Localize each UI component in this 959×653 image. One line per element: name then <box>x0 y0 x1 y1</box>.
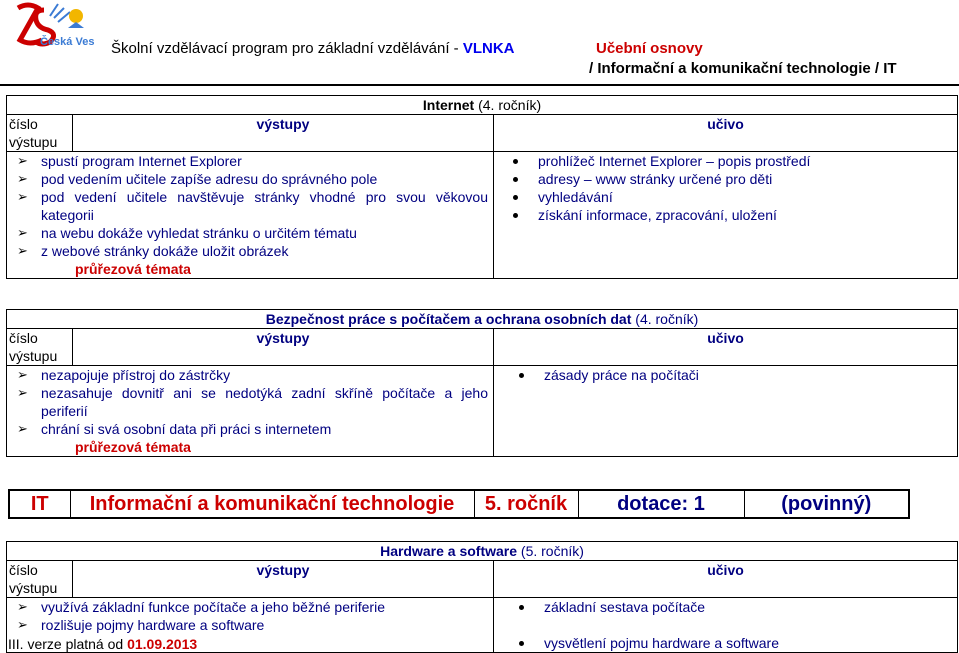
bullet-icon <box>513 213 518 218</box>
version-date: 01.09.2013 <box>127 636 198 652</box>
bullet-icon <box>519 605 524 610</box>
bullet-icon <box>513 195 518 200</box>
bullet-icon <box>513 177 518 182</box>
list-item <box>17 188 488 224</box>
subject-name: Informační a komunikační technologie <box>70 491 474 517</box>
prurezova-temata-label: průřezová témata <box>75 261 191 277</box>
list-item-text: vysvětlení pojmu hardware a software <box>544 635 779 651</box>
list-item <box>17 384 488 420</box>
list-item <box>17 152 488 170</box>
list-item-text: z webové stránky dokáže uložit obrázek <box>41 243 289 259</box>
arrow-bullet-icon: ➢ <box>17 421 28 436</box>
subject-bar <box>8 489 910 519</box>
version-footer-text: III. verze platná od <box>8 636 128 652</box>
list-item-text: adresy – www stránky určené pro děti <box>538 171 773 187</box>
section-bezpecnost-table <box>6 309 958 457</box>
ucivo-list <box>494 366 957 384</box>
list-item-text: nezasahuje dovnitř ani se nedotýká zadní skříně počítače a jeho periferií <box>41 385 488 419</box>
subject-grade: 5. ročník <box>474 491 578 517</box>
list-item <box>17 366 488 384</box>
ucivo-cell <box>494 598 958 653</box>
section-title-text: Bezpečnost práce s počítačem a ochrana osobních dat <box>265 311 632 327</box>
vystupy-list <box>7 366 488 438</box>
list-item-text: rozlišuje pojmy hardware a software <box>41 617 265 633</box>
list-item <box>538 188 957 206</box>
vystupy-header: výstupy <box>73 329 494 366</box>
ucivo-header: učivo <box>494 115 958 152</box>
section-title <box>7 542 958 561</box>
school-logo <box>14 2 100 54</box>
subject-subtitle: / Informační a komunikační technologie / IT <box>589 60 897 77</box>
arrow-bullet-icon: ➢ <box>17 617 28 632</box>
vystupy-list <box>7 152 488 260</box>
program-title <box>111 40 515 57</box>
cislo-vystupu-label: číslo výstupu <box>7 329 73 366</box>
list-item <box>17 420 488 438</box>
arrow-bullet-icon: ➢ <box>17 189 28 204</box>
bullet-icon <box>519 373 524 378</box>
section-title-text: Hardware a software <box>380 543 518 559</box>
list-item-text: pod vedením učitele zapíše adresu do správného pole <box>41 171 378 187</box>
list-item <box>544 598 957 616</box>
ucivo-list <box>494 152 957 224</box>
list-item-text: na webu dokáže vyhledat stránku o určitém tématu <box>41 225 357 241</box>
list-item <box>17 242 488 260</box>
curriculum-title <box>596 40 703 57</box>
section-title <box>7 310 958 329</box>
list-item-text: chrání si svá osobní data při práci s internetem <box>41 421 332 437</box>
subject-code: IT <box>10 491 70 517</box>
list-item-text: prohlížeč Internet Explorer – popis prostředí <box>538 153 811 169</box>
arrow-bullet-icon: ➢ <box>17 153 28 168</box>
program-name: VLNKA <box>462 40 515 57</box>
arrow-bullet-icon: ➢ <box>17 243 28 258</box>
list-item-text: základní sestava počítače <box>544 599 706 615</box>
subject-povinny: (povinný) <box>781 492 872 515</box>
vystupy-cell <box>7 366 494 457</box>
cislo-vystupu-label: číslo výstupu <box>7 561 73 598</box>
program-title-prefix: Školní vzdělávací program pro základní vzdělávání - <box>111 40 463 57</box>
list-item <box>538 170 957 188</box>
header-divider <box>0 84 959 86</box>
list-item <box>544 366 957 384</box>
section-title-note: (4. ročník) <box>478 97 542 113</box>
prurezova-temata-label: průřezová témata <box>75 439 191 455</box>
logo-text: Česká Ves <box>40 36 95 48</box>
curriculum-title-text: Učební osnovy <box>596 40 703 57</box>
ucivo-header: učivo <box>494 561 958 598</box>
list-item <box>17 598 488 616</box>
arrow-bullet-icon: ➢ <box>17 171 28 186</box>
section-title-note: (5. ročník) <box>520 543 584 559</box>
arrow-bullet-icon: ➢ <box>17 367 28 382</box>
list-item <box>544 634 957 652</box>
section-title <box>7 96 958 115</box>
bullet-icon <box>519 641 524 646</box>
section-title-text: Internet <box>422 97 475 113</box>
arrow-bullet-icon: ➢ <box>17 385 28 400</box>
ucivo-cell <box>494 152 958 279</box>
arrow-bullet-icon: ➢ <box>17 225 28 240</box>
bullet-icon <box>513 159 518 164</box>
list-item-text: zásady práce na počítači <box>544 367 699 383</box>
list-item-text: spustí program Internet Explorer <box>41 153 242 169</box>
list-item-text: vyhledávání <box>538 189 613 205</box>
ucivo-cell <box>494 366 958 457</box>
ucivo-header: učivo <box>494 329 958 366</box>
vystupy-cell <box>7 152 494 279</box>
list-item-text: pod vedení učitele navštěvuje stránky vhodné pro svou věkovou kategorii <box>41 189 488 223</box>
vystupy-list <box>7 598 488 634</box>
list-item <box>17 616 488 634</box>
vystupy-header: výstupy <box>73 561 494 598</box>
arrow-bullet-icon: ➢ <box>17 599 28 614</box>
list-item-text: využívá základní funkce počítače a jeho běžné periferie <box>41 599 385 615</box>
list-item <box>538 206 957 224</box>
vystupy-header: výstupy <box>73 115 494 152</box>
list-item <box>17 170 488 188</box>
list-item-text: nezapojuje přístroj do zástrčky <box>41 367 231 383</box>
section-internet-table <box>6 95 958 279</box>
subject-dotace: dotace: 1 <box>578 491 744 517</box>
list-item <box>17 224 488 242</box>
ucivo-list <box>494 598 957 652</box>
list-item <box>538 152 957 170</box>
version-footer <box>8 636 197 652</box>
cislo-vystupu-label: číslo výstupu <box>7 115 73 152</box>
section-title-note: (4. ročník) <box>635 311 699 327</box>
list-item-text: získání informace, zpracování, uložení <box>538 207 777 223</box>
